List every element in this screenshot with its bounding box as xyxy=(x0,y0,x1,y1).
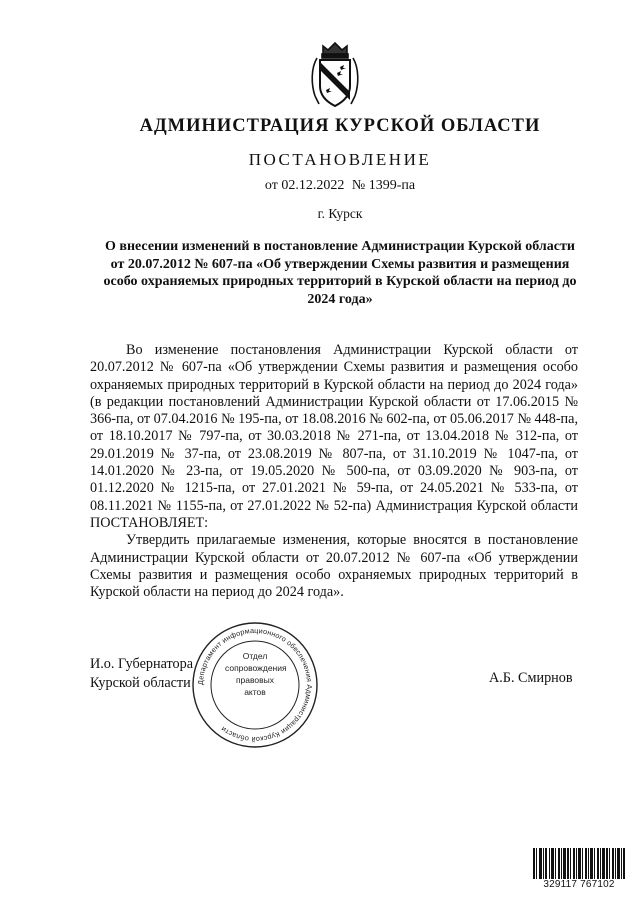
document-number: № 1399-па xyxy=(351,178,416,193)
stamp-center-text xyxy=(225,650,285,698)
stamp-line: актов xyxy=(244,687,266,697)
document-type: ПОСТАНОВЛЕНИЕ xyxy=(248,150,432,169)
stamp-line: правовых xyxy=(235,675,275,685)
signer-position xyxy=(90,655,193,693)
organization-title: АДМИНИСТРАЦИЯ КУРСКОЙ ОБЛАСТИ xyxy=(139,116,541,136)
stamp-line: сопровождения xyxy=(225,663,287,673)
stamp-ring-text: Департамент информационного обеспечения Администрации Курской области xyxy=(195,625,315,745)
body-paragraph: Утвердить прилагаемые изменения, которые вносятся в постановление Администрации Курской области от 20.07.2012 № 607-па «Об утверждении Схемы развития и размещения особо охраняемых природных территорий в Курской области на период до 2024 года». xyxy=(90,532,578,601)
stamp-line: Отдел xyxy=(242,651,268,661)
coat-of-arms-icon xyxy=(307,40,363,112)
document-date: от 02.12.2022 xyxy=(264,178,345,193)
body-paragraph: Во изменение постановления Администрации Курской области от 20.07.2012 № 607-па «Об утверждении Схемы развития и размещения особо охраняемых природных территорий в Курской области на период до 2024 года» (в редакции постановлений Администрации Курской области от 17.06.2015 № 366-па, от 07.04.2016 № 195-па, от 18.08.2016 № 602-па, от 05.06.2017 № 448-па, от 18.10.2017 № 797-па, от 30.03.2018 № 271-па, от 13.04.2018 № 312-па, от 29.01.2019 № 37-па, от 23.08.2019 № 807-па, от 31.10.2019 № 1047-па, от 14.01.2020 № 23-па, от 19.05.2020 № 500-па, от 03.09.2020 № 903-па, от 01.12.2020 № 1215-па, от 27.01.2021 № 59-па, от 24.05.2021 № 533-па, от 08.11.2021 № 1155-па, от 27.01.2022 № 52-па) Администрация Курской области ПОСТАНОВЛЯЕТ: xyxy=(90,342,578,531)
signer-position-line: Курской области xyxy=(90,675,191,691)
document-subject: О внесении изменений в постановление Администрации Курской области от 20.07.2012 № 607-па «Об утверждении Схемы развития и размещения особо охраняемых природных территорий в Курской области на период до 2024 года» xyxy=(103,239,577,307)
document-date-number xyxy=(0,178,640,194)
signer-name: А.Б. Смирнов xyxy=(489,670,573,686)
barcode-number: 329117 767102 xyxy=(530,879,628,890)
signer-position-line: И.о. Губернатора xyxy=(90,656,193,672)
document-body xyxy=(90,342,578,601)
document-city: г. Курск xyxy=(317,206,363,221)
